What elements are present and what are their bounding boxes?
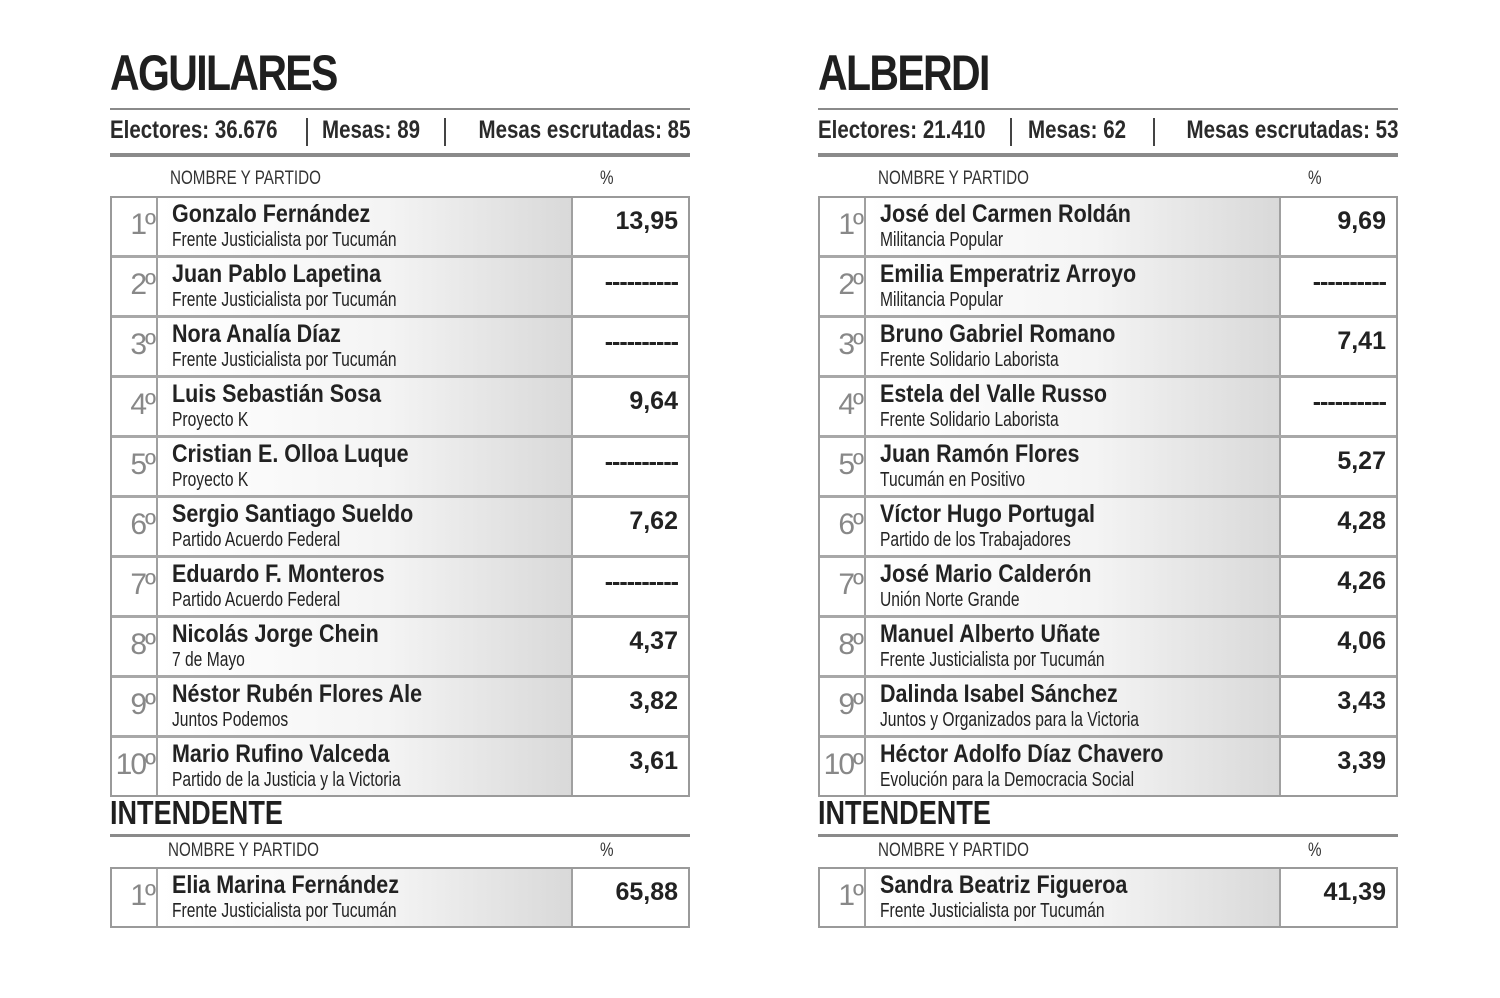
town-title: ALBERDI — [818, 45, 989, 101]
position-number: 10º — [112, 738, 158, 795]
table-row — [820, 618, 1396, 678]
name-cell — [160, 618, 573, 675]
percentage-value: ---------- — [604, 328, 678, 356]
candidate-name: Nora Analía Díaz — [172, 320, 341, 348]
table-row — [112, 678, 688, 738]
stat-mesas-escrutadas: Mesas escrutadas: 53 — [1186, 116, 1398, 144]
candidate-name: Juan Pablo Lapetina — [172, 260, 382, 288]
percentage-value: ---------- — [604, 268, 678, 296]
column-header-pct: % — [1308, 168, 1322, 189]
table-row — [820, 869, 1396, 926]
candidate-name: Nicolás Jorge Chein — [172, 620, 379, 648]
position-number: 2º — [820, 258, 866, 315]
position-number: 7º — [820, 558, 866, 615]
column-header-pct: % — [600, 840, 614, 861]
candidate-name: Néstor Rubén Flores Ale — [172, 680, 423, 708]
position-number: 4º — [820, 378, 866, 435]
table-row — [820, 258, 1396, 318]
name-cell — [160, 318, 573, 375]
position-number: 3º — [820, 318, 866, 375]
party-name: Juntos y Organizados para la Victoria — [880, 709, 1139, 731]
stat-separator — [444, 118, 446, 146]
divider — [818, 108, 1398, 110]
stats-bar — [818, 116, 1398, 148]
party-name: Militancia Popular — [880, 229, 1004, 251]
name-cell — [868, 438, 1281, 495]
table-row — [112, 738, 688, 795]
table-row — [820, 678, 1396, 738]
party-name: Frente Justicialista por Tucumán — [172, 900, 397, 922]
table-row — [820, 558, 1396, 618]
candidate-name: José del Carmen Roldán — [880, 200, 1131, 228]
intendente-table — [818, 867, 1398, 928]
percentage-value: 4,28 — [1337, 507, 1386, 535]
table-row — [112, 558, 688, 618]
name-cell — [160, 198, 573, 255]
table-row — [112, 869, 688, 926]
column-header-name: NOMBRE Y PARTIDO — [878, 168, 1029, 189]
table-row — [820, 318, 1396, 378]
candidate-name: Mario Rufino Valceda — [172, 740, 390, 768]
table-row — [820, 198, 1396, 258]
stat-separator — [1010, 118, 1012, 146]
percentage-value: ---------- — [604, 448, 678, 476]
column-header-pct: % — [600, 168, 614, 189]
candidate-name: Elia Marina Fernández — [172, 871, 400, 899]
name-cell — [160, 498, 573, 555]
results-table — [818, 196, 1398, 797]
candidate-name: Dalinda Isabel Sánchez — [880, 680, 1118, 708]
stat-separator — [1153, 118, 1155, 146]
position-number: 1º — [820, 869, 866, 926]
name-cell — [868, 198, 1281, 255]
candidate-name: José Mario Calderón — [880, 560, 1092, 588]
candidate-name: Gonzalo Fernández — [172, 200, 371, 228]
column-header-name: NOMBRE Y PARTIDO — [168, 840, 319, 861]
stat-mesas: Mesas: 89 — [322, 116, 421, 144]
candidate-name: Sergio Santiago Sueldo — [172, 500, 414, 528]
town-title: AGUILARES — [110, 45, 337, 101]
table-row — [820, 738, 1396, 795]
party-name: Partido de la Justicia y la Victoria — [172, 769, 401, 791]
table-row — [112, 378, 688, 438]
name-cell — [868, 558, 1281, 615]
position-number: 1º — [112, 869, 158, 926]
candidate-name: Bruno Gabriel Romano — [880, 320, 1116, 348]
percentage-value: 3,39 — [1337, 747, 1386, 775]
divider — [818, 153, 1398, 157]
position-number: 8º — [820, 618, 866, 675]
divider — [818, 834, 1398, 837]
percentage-value: 3,43 — [1337, 687, 1386, 715]
party-name: Frente Justicialista por Tucumán — [880, 900, 1105, 922]
position-number: 3º — [112, 318, 158, 375]
table-row — [820, 438, 1396, 498]
name-cell — [868, 378, 1281, 435]
candidate-name: Cristian E. Olloa Luque — [172, 440, 409, 468]
percentage-value: 13,95 — [615, 207, 678, 235]
candidate-name: Luis Sebastián Sosa — [172, 380, 382, 408]
position-number: 4º — [112, 378, 158, 435]
candidate-name: Emilia Emperatriz Arroyo — [880, 260, 1137, 288]
name-cell — [868, 318, 1281, 375]
candidate-name: Sandra Beatriz Figueroa — [880, 871, 1128, 899]
party-name: Frente Solidario Laborista — [880, 409, 1059, 431]
position-number: 7º — [112, 558, 158, 615]
table-row — [112, 438, 688, 498]
party-name: Frente Justicialista por Tucumán — [172, 229, 397, 251]
percentage-value: 4,06 — [1337, 627, 1386, 655]
stat-mesas-escrutadas: Mesas escrutadas: 85 — [478, 116, 690, 144]
name-cell — [868, 869, 1281, 926]
party-name: Frente Justicialista por Tucumán — [172, 289, 397, 311]
percentage-value: 4,37 — [629, 627, 678, 655]
divider — [110, 108, 690, 110]
candidate-name: Héctor Adolfo Díaz Chavero — [880, 740, 1164, 768]
position-number: 1º — [820, 198, 866, 255]
table-row — [112, 258, 688, 318]
position-number: 8º — [112, 618, 158, 675]
percentage-value: 9,69 — [1337, 207, 1386, 235]
percentage-value: 41,39 — [1323, 878, 1386, 906]
percentage-value: 4,26 — [1337, 567, 1386, 595]
section-title-intendente: INTENDENTE — [818, 794, 991, 831]
party-name: Partido de los Trabajadores — [880, 529, 1071, 551]
party-name: Unión Norte Grande — [880, 589, 1020, 611]
stat-mesas: Mesas: 62 — [1028, 116, 1127, 144]
name-cell — [868, 618, 1281, 675]
name-cell — [160, 738, 573, 795]
table-row — [112, 318, 688, 378]
party-name: Frente Solidario Laborista — [880, 349, 1059, 371]
table-row — [112, 498, 688, 558]
candidate-name: Eduardo F. Monteros — [172, 560, 385, 588]
party-name: Frente Justicialista por Tucumán — [880, 649, 1105, 671]
name-cell — [160, 378, 573, 435]
table-row — [112, 618, 688, 678]
party-name: Partido Acuerdo Federal — [172, 529, 341, 551]
percentage-value: 7,62 — [629, 507, 678, 535]
percentage-value: ---------- — [1312, 268, 1386, 296]
party-name: Evolución para la Democracia Social — [880, 769, 1135, 791]
stats-bar — [110, 116, 690, 148]
percentage-value: ---------- — [1312, 388, 1386, 416]
candidate-name: Estela del Valle Russo — [880, 380, 1108, 408]
column-header-name: NOMBRE Y PARTIDO — [170, 168, 321, 189]
name-cell — [868, 738, 1281, 795]
position-number: 10º — [820, 738, 866, 795]
candidate-name: Víctor Hugo Portugal — [880, 500, 1095, 528]
percentage-value: 9,64 — [629, 387, 678, 415]
percentage-value: ---------- — [604, 568, 678, 596]
position-number: 5º — [112, 438, 158, 495]
intendente-table — [110, 867, 690, 928]
results-table — [110, 196, 690, 797]
party-name: 7 de Mayo — [172, 649, 245, 671]
divider — [110, 834, 690, 837]
position-number: 9º — [112, 678, 158, 735]
percentage-value: 65,88 — [615, 878, 678, 906]
name-cell — [868, 678, 1281, 735]
position-number: 1º — [112, 198, 158, 255]
percentage-value: 5,27 — [1337, 447, 1386, 475]
stat-separator — [306, 118, 308, 146]
party-name: Partido Acuerdo Federal — [172, 589, 341, 611]
name-cell — [160, 438, 573, 495]
party-name: Proyecto K — [172, 409, 249, 431]
position-number: 2º — [112, 258, 158, 315]
name-cell — [160, 258, 573, 315]
party-name: Militancia Popular — [880, 289, 1004, 311]
percentage-value: 3,61 — [629, 747, 678, 775]
percentage-value: 3,82 — [629, 687, 678, 715]
name-cell — [868, 498, 1281, 555]
column-header-pct: % — [1308, 840, 1322, 861]
position-number: 9º — [820, 678, 866, 735]
column-header-name: NOMBRE Y PARTIDO — [878, 840, 1029, 861]
candidate-name: Juan Ramón Flores — [880, 440, 1080, 468]
divider — [110, 153, 690, 157]
position-number: 6º — [112, 498, 158, 555]
candidate-name: Manuel Alberto Uñate — [880, 620, 1101, 648]
name-cell — [160, 678, 573, 735]
stat-electores: Electores: 36.676 — [110, 116, 278, 144]
table-row — [112, 198, 688, 258]
section-title-intendente: INTENDENTE — [110, 794, 283, 831]
party-name: Tucumán en Positivo — [880, 469, 1026, 491]
name-cell — [160, 869, 573, 926]
name-cell — [160, 558, 573, 615]
table-row — [820, 378, 1396, 438]
party-name: Frente Justicialista por Tucumán — [172, 349, 397, 371]
table-row — [820, 498, 1396, 558]
percentage-value: 7,41 — [1337, 327, 1386, 355]
party-name: Juntos Podemos — [172, 709, 289, 731]
position-number: 6º — [820, 498, 866, 555]
name-cell — [868, 258, 1281, 315]
position-number: 5º — [820, 438, 866, 495]
stat-electores: Electores: 21.410 — [818, 116, 986, 144]
party-name: Proyecto K — [172, 469, 249, 491]
